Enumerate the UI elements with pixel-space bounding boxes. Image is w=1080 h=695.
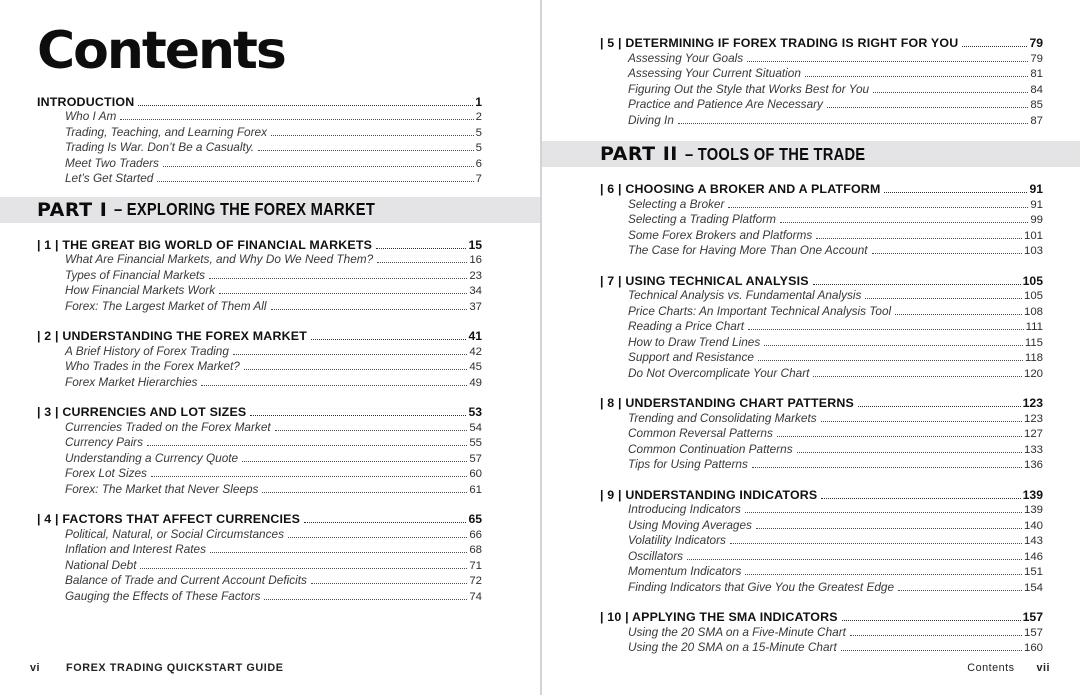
dot-leader xyxy=(777,436,1022,437)
subsection-title: Forex: The Market that Never Sleeps xyxy=(65,481,259,496)
dot-leader xyxy=(250,415,466,416)
subsection-title: Selecting a Trading Platform xyxy=(628,212,776,226)
dot-leader xyxy=(147,445,467,446)
subsection-title: Gauging the Effects of These Factors xyxy=(65,588,261,603)
toc-subsection-row xyxy=(600,442,1043,458)
subsection-title: Finding Indicators that Give You the Greatest Edge xyxy=(628,579,895,594)
dot-leader xyxy=(813,376,1022,377)
toc-chapter-group xyxy=(600,396,1043,473)
toc-subsection-row xyxy=(600,97,1043,113)
subsection-page-number: 91 xyxy=(1030,198,1043,211)
contents-title: Contents xyxy=(37,21,285,81)
toc-subsection-row xyxy=(600,366,1043,382)
right-page-footer xyxy=(542,662,1080,674)
dot-leader xyxy=(264,599,467,600)
running-section-title: Contents xyxy=(967,662,1015,674)
dot-leader xyxy=(157,181,473,182)
subsection-page-number: 85 xyxy=(1030,99,1043,111)
dot-leader xyxy=(813,284,1021,285)
part-name-label: PART I xyxy=(37,198,108,221)
subsection-page-number: 54 xyxy=(469,421,482,434)
dot-leader xyxy=(858,406,1021,407)
chapter-page-number: 105 xyxy=(1022,273,1043,288)
toc-subsection-row xyxy=(600,228,1043,244)
left-page-toc xyxy=(37,95,482,605)
chapter-title: | 3 | CURRENCIES AND LOT SIZES xyxy=(37,405,247,420)
dot-leader xyxy=(275,430,468,431)
dot-leader xyxy=(201,385,467,386)
subsection-page-number: 101 xyxy=(1023,229,1043,242)
page-folio: vi xyxy=(30,662,41,674)
toc-subsection-row xyxy=(600,212,1043,228)
dot-leader xyxy=(752,467,1022,468)
subsection-title: Using Moving Averages xyxy=(628,517,752,532)
toc-subsection-row xyxy=(37,558,482,574)
subsection-title: The Case for Having More Than One Account xyxy=(628,243,868,257)
toc-chapter-group xyxy=(600,274,1043,382)
subsection-title: Reading a Price Chart xyxy=(628,319,745,333)
subsection-title: Trading, Teaching, and Learning Forex xyxy=(65,124,267,139)
dot-leader xyxy=(827,107,1028,108)
subsection-title: Oscillators xyxy=(628,548,684,563)
toc-subsection-row xyxy=(37,283,482,299)
subsection-page-number: 123 xyxy=(1023,412,1043,425)
subsection-page-number: 42 xyxy=(469,345,482,358)
toc-chapter-row xyxy=(600,610,1043,625)
chapter-title: | 1 | THE GREAT BIG WORLD OF FINANCIAL MARKETS xyxy=(37,237,373,252)
dot-leader xyxy=(210,552,467,553)
dot-leader xyxy=(728,207,1028,208)
dot-leader xyxy=(376,248,466,249)
subsection-page-number: 61 xyxy=(469,483,482,496)
subsection-title: Some Forex Brokers and Platforms xyxy=(628,227,813,242)
toc-chapter-group xyxy=(37,329,482,390)
subsection-page-number: 57 xyxy=(469,452,482,465)
toc-chapter-row xyxy=(600,488,1043,503)
chapter-page-number: 123 xyxy=(1022,396,1043,410)
toc-subsection-row xyxy=(37,125,482,141)
dot-leader xyxy=(311,583,467,584)
toc-subsection-row xyxy=(600,304,1043,320)
toc-subsection-row xyxy=(37,268,482,284)
toc-subsection-row xyxy=(600,640,1043,656)
dot-leader xyxy=(271,309,468,310)
subsection-title: Forex Lot Sizes xyxy=(65,466,147,481)
subsection-title: Do Not Overcomplicate Your Chart xyxy=(628,365,810,380)
dot-leader xyxy=(962,46,1027,47)
toc-subsection-row xyxy=(600,350,1043,366)
toc-subsection-row xyxy=(600,51,1043,67)
chapter-title: INTRODUCTION xyxy=(37,94,135,109)
dot-leader xyxy=(678,123,1028,124)
dot-leader xyxy=(219,293,467,294)
toc-chapter-group xyxy=(37,238,482,315)
subsection-page-number: 2 xyxy=(475,111,482,124)
subsection-page-number: 45 xyxy=(469,361,482,374)
subsection-page-number: 154 xyxy=(1023,581,1043,594)
chapter-page-number: 41 xyxy=(468,329,482,344)
toc-subsection-row xyxy=(600,518,1043,534)
toc-chapter-group xyxy=(37,405,482,497)
subsection-title: Balance of Trade and Current Account Deficits xyxy=(65,573,307,588)
subsection-title: Forex Market Hierarchies xyxy=(65,374,198,389)
toc-chapter-group xyxy=(600,610,1043,656)
subsection-page-number: 136 xyxy=(1023,459,1043,471)
chapter-page-number: 15 xyxy=(468,237,482,252)
dot-leader xyxy=(756,528,1022,529)
toc-subsection-row xyxy=(600,502,1043,518)
toc-chapter-group xyxy=(600,182,1043,259)
part-banner xyxy=(542,141,1080,167)
toc-chapter-row xyxy=(37,329,482,344)
toc-subsection-row xyxy=(37,156,482,172)
subsection-title: Introducing Indicators xyxy=(628,502,741,516)
dot-leader xyxy=(730,543,1022,544)
dot-leader xyxy=(377,262,467,263)
subsection-page-number: 7 xyxy=(475,173,482,186)
dot-leader xyxy=(120,119,473,120)
subsection-page-number: 120 xyxy=(1023,367,1043,380)
toc-subsection-row xyxy=(37,359,482,375)
subsection-page-number: 37 xyxy=(469,300,482,313)
toc-chapter-row xyxy=(600,274,1043,289)
chapter-page-number: 139 xyxy=(1022,487,1043,502)
dot-leader xyxy=(262,492,467,493)
dot-leader xyxy=(311,339,466,340)
dot-leader xyxy=(687,559,1022,560)
subsection-title: Practice and Patience Are Necessary xyxy=(628,97,823,111)
toc-subsection-row xyxy=(37,573,482,589)
subsection-title: What Are Financial Markets, and Why Do We Need Them? xyxy=(65,252,374,267)
subsection-title: Types of Financial Markets xyxy=(65,267,206,282)
dot-leader xyxy=(244,369,467,370)
subsection-title: Assessing Your Goals xyxy=(628,50,744,65)
toc-subsection-row xyxy=(37,171,482,187)
subsection-title: Who I Am xyxy=(65,109,117,124)
toc-subsection-row xyxy=(37,482,482,498)
dot-leader xyxy=(895,314,1022,315)
subsection-page-number: 139 xyxy=(1023,504,1043,516)
toc-chapter-row xyxy=(37,405,482,420)
toc-chapter-group xyxy=(37,95,482,187)
subsection-page-number: 71 xyxy=(469,559,482,572)
toc-subsection-row xyxy=(600,319,1043,335)
toc-subsection-row xyxy=(37,299,482,315)
right-page-toc xyxy=(600,36,1043,656)
dot-leader xyxy=(258,150,474,151)
subsection-title: Volatility Indicators xyxy=(628,533,726,547)
left-page-footer xyxy=(0,662,540,674)
toc-subsection-row xyxy=(600,564,1043,580)
toc-subsection-row xyxy=(37,140,482,156)
subsection-page-number: 55 xyxy=(469,437,482,450)
toc-subsection-row xyxy=(600,457,1043,473)
dot-leader xyxy=(209,278,467,279)
page-folio: vii xyxy=(1036,662,1050,674)
dot-leader xyxy=(748,329,1024,330)
subsection-page-number: 79 xyxy=(1030,52,1043,65)
dot-leader xyxy=(821,498,1020,499)
part-name-label: PART II xyxy=(600,143,678,165)
subsection-page-number: 133 xyxy=(1023,443,1043,456)
chapter-title: | 9 | UNDERSTANDING INDICATORS xyxy=(600,487,818,502)
chapter-title: | 7 | USING TECHNICAL ANALYSIS xyxy=(600,273,809,288)
toc-chapter-group xyxy=(37,512,482,604)
toc-chapter-group xyxy=(600,488,1043,596)
subsection-title: Figuring Out the Style that Works Best for You xyxy=(628,81,870,96)
part-subtitle-label: – EXPLORING THE FOREX MARKET xyxy=(114,199,376,220)
subsection-page-number: 74 xyxy=(469,590,482,603)
subsection-page-number: 5 xyxy=(475,142,482,155)
dot-leader xyxy=(884,192,1027,193)
subsection-page-number: 68 xyxy=(469,544,482,557)
dot-leader xyxy=(242,461,467,462)
subsection-page-number: 118 xyxy=(1024,352,1043,364)
subsection-title: A Brief History of Forex Trading xyxy=(65,343,229,358)
toc-subsection-row xyxy=(600,113,1043,129)
dot-leader xyxy=(747,61,1028,62)
dot-leader xyxy=(842,620,1021,621)
subsection-page-number: 146 xyxy=(1023,550,1043,563)
subsection-title: Assessing Your Current Situation xyxy=(628,66,801,80)
subsection-title: Support and Resistance xyxy=(628,350,754,364)
toc-chapter-group xyxy=(600,36,1043,128)
toc-subsection-row xyxy=(37,344,482,360)
dot-leader xyxy=(797,452,1022,453)
subsection-page-number: 143 xyxy=(1023,535,1043,547)
toc-chapter-row xyxy=(600,396,1043,411)
dot-leader xyxy=(780,222,1028,223)
dot-leader xyxy=(816,238,1022,239)
subsection-page-number: 160 xyxy=(1023,642,1043,654)
chapter-title: | 5 | DETERMINING IF FOREX TRADING IS RIGHT FOR YOU xyxy=(600,36,959,50)
chapter-page-number: 79 xyxy=(1029,36,1043,50)
subsection-page-number: 151 xyxy=(1023,566,1043,578)
subsection-title: How to Draw Trend Lines xyxy=(628,334,761,349)
chapter-title: | 2 | UNDERSTANDING THE FOREX MARKET xyxy=(37,329,307,344)
dot-leader xyxy=(758,360,1023,361)
toc-chapter-row xyxy=(600,182,1043,197)
dot-leader xyxy=(271,135,474,136)
part-banner xyxy=(0,197,540,223)
subsection-page-number: 16 xyxy=(469,254,482,267)
dot-leader xyxy=(805,76,1028,77)
dot-leader xyxy=(850,635,1022,636)
subsection-page-number: 127 xyxy=(1023,428,1043,440)
subsection-title: Technical Analysis vs. Fundamental Analysis xyxy=(628,288,862,302)
chapter-title: | 8 | UNDERSTANDING CHART PATTERNS xyxy=(600,396,854,410)
toc-subsection-row xyxy=(37,589,482,605)
subsection-title: Who Trades in the Forex Market? xyxy=(65,359,240,374)
dot-leader xyxy=(873,92,1028,93)
right-page xyxy=(540,0,1080,695)
subsection-page-number: 6 xyxy=(475,157,482,170)
subsection-page-number: 105 xyxy=(1023,290,1043,302)
toc-subsection-row xyxy=(600,625,1043,641)
toc-subsection-row xyxy=(37,542,482,558)
dot-leader xyxy=(745,512,1022,513)
part-subtitle-label: – TOOLS OF THE TRADE xyxy=(684,143,866,164)
subsection-page-number: 34 xyxy=(469,285,482,298)
toc-subsection-row xyxy=(600,335,1043,351)
toc-subsection-row xyxy=(37,420,482,436)
toc-subsection-row xyxy=(37,435,482,451)
dot-leader xyxy=(821,421,1022,422)
dot-leader xyxy=(745,574,1022,575)
subsection-title: Using the 20 SMA on a Five-Minute Chart xyxy=(628,624,846,639)
dot-leader xyxy=(872,253,1022,254)
chapter-title: | 10 | APPLYING THE SMA INDICATORS xyxy=(600,610,838,624)
toc-subsection-row xyxy=(600,66,1043,82)
chapter-page-number: 157 xyxy=(1022,610,1043,624)
toc-chapter-row xyxy=(37,95,482,110)
subsection-page-number: 103 xyxy=(1023,245,1043,257)
dot-leader xyxy=(163,166,474,167)
subsection-page-number: 66 xyxy=(469,528,482,541)
subsection-page-number: 23 xyxy=(469,269,482,282)
subsection-title: Common Continuation Patterns xyxy=(628,441,793,456)
subsection-title: Meet Two Traders xyxy=(65,155,159,170)
subsection-title: Diving In xyxy=(628,112,674,127)
subsection-title: Currencies Traded on the Forex Market xyxy=(65,419,271,434)
subsection-title: Momentum Indicators xyxy=(628,564,742,578)
running-book-title: FOREX TRADING QUICKSTART GUIDE xyxy=(66,662,284,674)
toc-subsection-row xyxy=(37,252,482,268)
chapter-page-number: 65 xyxy=(468,512,482,527)
toc-subsection-row xyxy=(600,549,1043,565)
dot-leader xyxy=(898,590,1022,591)
subsection-title: Price Charts: An Important Technical Analysis Tool xyxy=(628,303,892,318)
subsection-title: Political, Natural, or Social Circumstances xyxy=(65,526,284,541)
subsection-page-number: 140 xyxy=(1023,519,1043,532)
subsection-page-number: 60 xyxy=(469,468,482,481)
subsection-title: Tips for Using Patterns xyxy=(628,457,748,471)
subsection-page-number: 49 xyxy=(469,376,482,389)
toc-subsection-row xyxy=(37,466,482,482)
dot-leader xyxy=(138,105,473,106)
dot-leader xyxy=(841,650,1022,651)
toc-subsection-row xyxy=(600,411,1043,427)
subsection-page-number: 84 xyxy=(1030,83,1043,96)
toc-subsection-row xyxy=(600,82,1043,98)
dot-leader xyxy=(151,476,467,477)
subsection-title: National Debt xyxy=(65,557,137,572)
subsection-title: Trending and Consolidating Markets xyxy=(628,410,817,425)
chapter-page-number: 91 xyxy=(1029,182,1043,196)
chapter-page-number: 53 xyxy=(468,405,482,420)
toc-chapter-row xyxy=(600,36,1043,51)
toc-chapter-row xyxy=(37,238,482,253)
toc-subsection-row xyxy=(600,426,1043,442)
chapter-title: | 6 | CHOOSING A BROKER AND A PLATFORM xyxy=(600,182,881,196)
subsection-title: Trading Is War. Don’t Be a Casualty. xyxy=(65,140,255,155)
toc-subsection-row xyxy=(600,197,1043,213)
subsection-title: Understanding a Currency Quote xyxy=(65,450,239,465)
subsection-title: Let’s Get Started xyxy=(65,171,154,186)
subsection-page-number: 111 xyxy=(1025,321,1043,333)
subsection-title: Inflation and Interest Rates xyxy=(65,542,206,557)
dot-leader xyxy=(304,522,466,523)
toc-subsection-row xyxy=(600,288,1043,304)
toc-subsection-row xyxy=(600,580,1043,596)
subsection-page-number: 81 xyxy=(1030,68,1043,80)
subsection-page-number: 157 xyxy=(1023,626,1043,639)
dot-leader xyxy=(140,568,467,569)
toc-subsection-row xyxy=(37,109,482,125)
dot-leader xyxy=(865,298,1022,299)
toc-subsection-row xyxy=(37,527,482,543)
dot-leader xyxy=(288,537,467,538)
subsection-title: Forex: The Largest Market of Them All xyxy=(65,298,267,313)
chapter-title: | 4 | FACTORS THAT AFFECT CURRENCIES xyxy=(37,512,301,527)
subsection-title: Currency Pairs xyxy=(65,435,144,450)
subsection-page-number: 5 xyxy=(475,126,482,139)
subsection-title: How Financial Markets Work xyxy=(65,283,216,298)
toc-subsection-row xyxy=(600,243,1043,259)
toc-chapter-row xyxy=(37,512,482,527)
chapter-page-number: 1 xyxy=(475,94,482,109)
subsection-title: Common Reversal Patterns xyxy=(628,426,773,440)
toc-subsection-row xyxy=(600,533,1043,549)
subsection-page-number: 108 xyxy=(1023,305,1043,318)
subsection-title: Selecting a Broker xyxy=(628,196,725,211)
subsection-page-number: 87 xyxy=(1030,114,1043,127)
subsection-page-number: 99 xyxy=(1030,214,1043,226)
subsection-page-number: 115 xyxy=(1024,336,1043,349)
dot-leader xyxy=(764,345,1023,346)
subsection-page-number: 72 xyxy=(469,575,482,588)
dot-leader xyxy=(233,354,467,355)
toc-subsection-row xyxy=(37,375,482,391)
toc-subsection-row xyxy=(37,451,482,467)
subsection-title: Using the 20 SMA on a 15-Minute Chart xyxy=(628,640,837,654)
